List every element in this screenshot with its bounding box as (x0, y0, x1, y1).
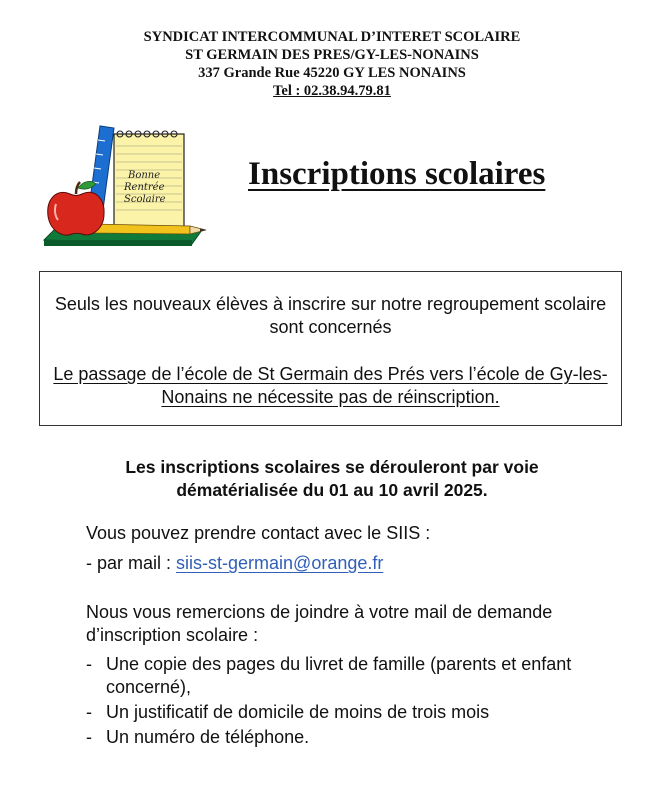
required-documents-list (86, 653, 626, 751)
org-phone: Tel : 02.38.94.79.81 (273, 83, 391, 99)
org-address: 337 Grande Rue 45220 GY LES NONAINS (198, 65, 466, 81)
request-intro: Nous vous remercions de joindre à votre mail de demande d’inscription scolaire : (86, 602, 553, 645)
list-item: - Une copie des pages du livret de famille (parents et enfant concerné), (86, 653, 626, 699)
notepad-text-3: Scolaire (124, 194, 166, 205)
notepad-icon (114, 131, 184, 232)
org-name-line1: SYNDICAT INTERCOMMUNAL D’INTERET SCOLAIRE (143, 29, 521, 45)
notice-box (39, 271, 622, 426)
letterhead (0, 28, 664, 100)
email-link[interactable]: siis-st-germain@orange.fr (176, 553, 384, 573)
registration-dates (0, 456, 664, 502)
list-item: - Un justificatif de domicile de moins de trois mois (86, 701, 626, 724)
notice-new-students: Seuls les nouveaux élèves à inscrire sur notre regroupement scolaire sont concernés (54, 294, 607, 337)
page-title: Inscriptions scolaires (248, 156, 546, 192)
back-to-school-clipart (42, 120, 220, 248)
notice-no-reregistration: Le passage de l’école de St Germain des Prés vers l’école de Gy-les-Nonains ne nécessite pas de réinscription. (53, 364, 608, 407)
registration-dates-text: Les inscriptions scolaires se dérouleront par voie dématérialisée du 01 au 10 avril 2025. (125, 457, 539, 500)
org-name-line2: ST GERMAIN DES PRES/GY-LES-NONAINS (185, 47, 479, 63)
notepad-text-1: Bonne (128, 170, 161, 181)
contact-intro: Vous pouvez prendre contact avec le SIIS : (86, 523, 431, 543)
contact-mail (86, 552, 383, 575)
mail-prefix: - par mail : (86, 553, 177, 573)
notepad-text-2: Rentrée (124, 182, 165, 193)
list-item: - Un numéro de téléphone. (86, 726, 626, 749)
